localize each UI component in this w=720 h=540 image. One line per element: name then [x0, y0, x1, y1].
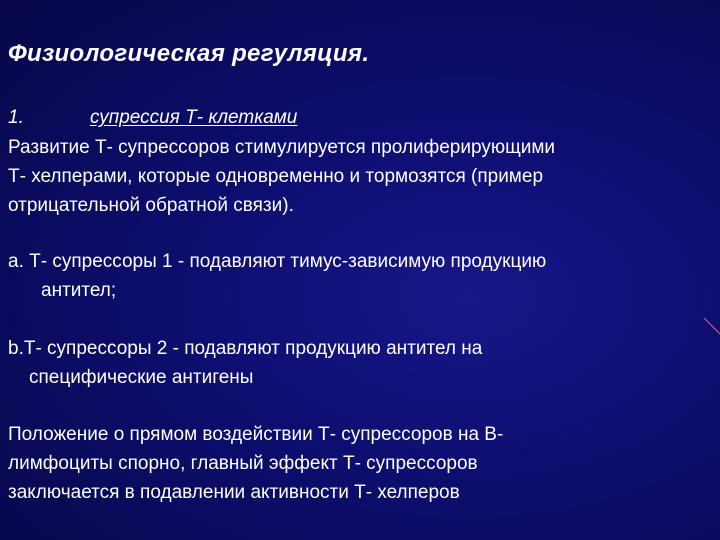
item-number: 1. — [8, 107, 24, 128]
paragraph-suppressors-2 — [8, 334, 482, 392]
paragraph-line: антител; — [41, 280, 117, 301]
paragraph-line: a. Т- супрессоры 1 - подавляют тимус-зависимую продукцию — [8, 251, 547, 272]
paragraph-line: Развитие Т- супрессоров стимулируется пролиферирующими — [8, 137, 556, 158]
paragraph-line: Положение о прямом воздействии Т- супрессоров на В- — [8, 424, 504, 445]
paragraph-suppressors-1 — [8, 247, 546, 305]
paragraph-line: Т- хелперами, которые одновременно и тормозятся (пример — [8, 166, 544, 187]
paragraph-line: b.Т- супрессоры 2 - подавляют продукцию антител на — [8, 338, 483, 359]
paragraph-line: заключается в подавлении активности Т- хелперов — [8, 482, 460, 503]
paragraph-line: специфические антигены — [29, 367, 254, 388]
slide-title: Физиологическая регуляция. — [8, 40, 370, 67]
paragraph-line: лимфоциты спорно, главный эффект Т- супрессоров — [8, 453, 478, 474]
item-label: супрессия Т- клетками — [90, 107, 298, 128]
paragraph-conclusion — [8, 420, 503, 507]
item-heading — [8, 107, 297, 129]
paragraph-development — [8, 133, 555, 220]
paragraph-line: отрицательной обратной связи). — [8, 195, 294, 216]
